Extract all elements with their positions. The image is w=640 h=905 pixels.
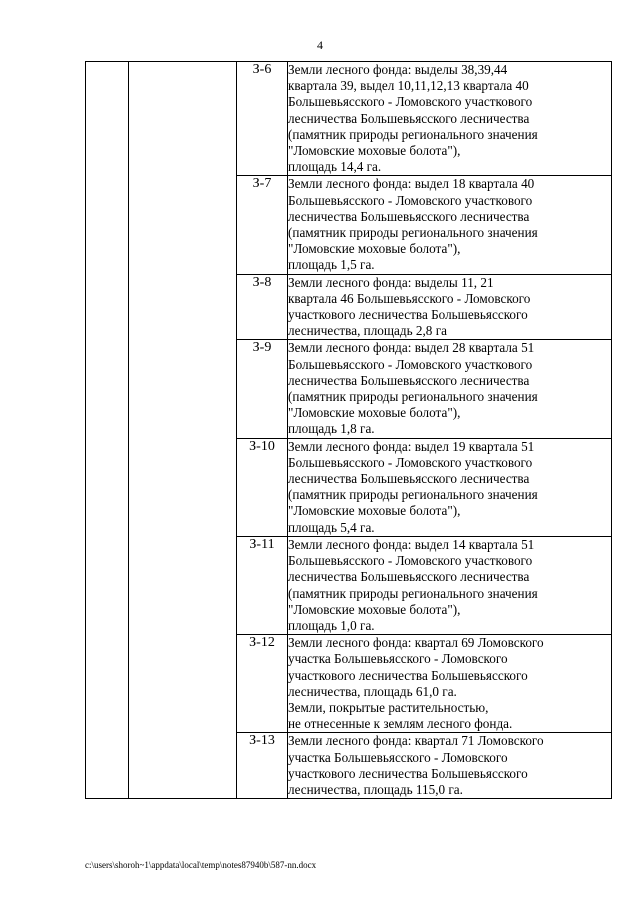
description-line: лесничества, площадь 61,0 га. [288,683,457,699]
description-line: лесничества Большевьясского лесничества [288,110,530,126]
description-line: Большевьясского - Ломовского участкового [288,454,533,470]
description-line: Земли, покрытые растительностью, [288,699,489,715]
description-line: квартала 46 Большевьясского - Ломовского [288,290,531,306]
description-line: Земли лесного фонда: квартал 71 Ломовского [288,733,544,749]
plot-code: З-12 [237,635,288,733]
description-line: Земли лесного фонда: выдел 18 квартала 40 [288,176,535,192]
land-plots-table [85,61,612,799]
description-line: Большевьясского - Ломовского участкового [288,94,533,110]
plot-code: З-7 [237,176,288,274]
description-line: лесничества, площадь 115,0 га. [288,781,463,797]
plot-code: З-8 [237,274,288,340]
description-line: "Ломовские моховые болота"), [288,405,461,421]
plot-code: З-11 [237,536,288,634]
description-line: не отнесенные к землям лесного фонда. [288,716,513,732]
description-line: "Ломовские моховые болота"), [288,503,461,519]
description-line: квартала 39, выдел 10,11,12,13 квартала 40 [288,78,529,94]
description-line: "Ломовские моховые болота"), [288,601,461,617]
description-line: площадь 5,4 га. [288,519,375,535]
description-line: (памятник природы регионального значения [288,126,538,142]
plot-description [288,62,612,176]
plot-code: З-13 [237,733,288,799]
description-line: лесничества Большевьясского лесничества [288,471,530,487]
description-line: лесничества Большевьясского лесничества [288,569,530,585]
plot-code: З-9 [237,340,288,438]
description-line: (памятник природы регионального значения [288,585,538,601]
description-line: Земли лесного фонда: выдел 28 квартала 51 [288,340,535,356]
plot-description [288,176,612,274]
empty-column-1 [86,62,129,799]
description-line: лесничества, площадь 2,8 га [288,323,447,339]
empty-column-2 [129,62,237,799]
description-line: Земли лесного фонда: выделы 11, 21 [288,274,494,290]
plot-description [288,635,612,733]
description-line: лесничества Большевьясского лесничества [288,372,530,388]
description-line: площадь 1,0 га. [288,617,375,633]
description-line: Большевьясского - Ломовского участкового [288,192,533,208]
plot-description [288,733,612,799]
plot-description [288,438,612,536]
description-line: (памятник природы регионального значения [288,389,538,405]
document-file-path: c:\users\shoroh~1\appdata\local\temp\notes87940b\587-nn.docx [85,860,317,870]
description-line: участкового лесничества Большевьясского [288,667,528,683]
description-line: (памятник природы регионального значения [288,487,538,503]
description-line: участкового лесничества Большевьясского [288,765,528,781]
plot-code: З-10 [237,438,288,536]
plot-description [288,340,612,438]
table-row [86,62,612,176]
plot-description [288,274,612,340]
description-line: Земли лесного фонда: квартал 69 Ломовского [288,635,544,651]
description-line: Большевьясского - Ломовского участкового [288,356,533,372]
description-line: "Ломовские моховые болота"), [288,241,461,257]
description-line: площадь 1,8 га. [288,421,375,437]
table-body [86,62,612,799]
description-line: Большевьясского - Ломовского участкового [288,553,533,569]
description-line: Земли лесного фонда: выделы 38,39,44 [288,62,508,77]
page-number: 4 [317,38,323,52]
description-line: участка Большевьясского - Ломовского [288,749,508,765]
description-line: участка Большевьясского - Ломовского [288,651,508,667]
description-line: площадь 1,5 га. [288,257,375,273]
description-line: площадь 14,4 га. [288,159,382,175]
description-line: (памятник природы регионального значения [288,225,538,241]
description-line: участкового лесничества Большевьясского [288,307,528,323]
description-line: "Ломовские моховые болота"), [288,143,461,159]
description-line: лесничества Большевьясского лесничества [288,208,530,224]
description-line: Земли лесного фонда: выдел 19 квартала 51 [288,438,535,454]
plot-description [288,536,612,634]
description-line: Земли лесного фонда: выдел 14 квартала 51 [288,536,535,552]
plot-code: З-6 [237,62,288,176]
